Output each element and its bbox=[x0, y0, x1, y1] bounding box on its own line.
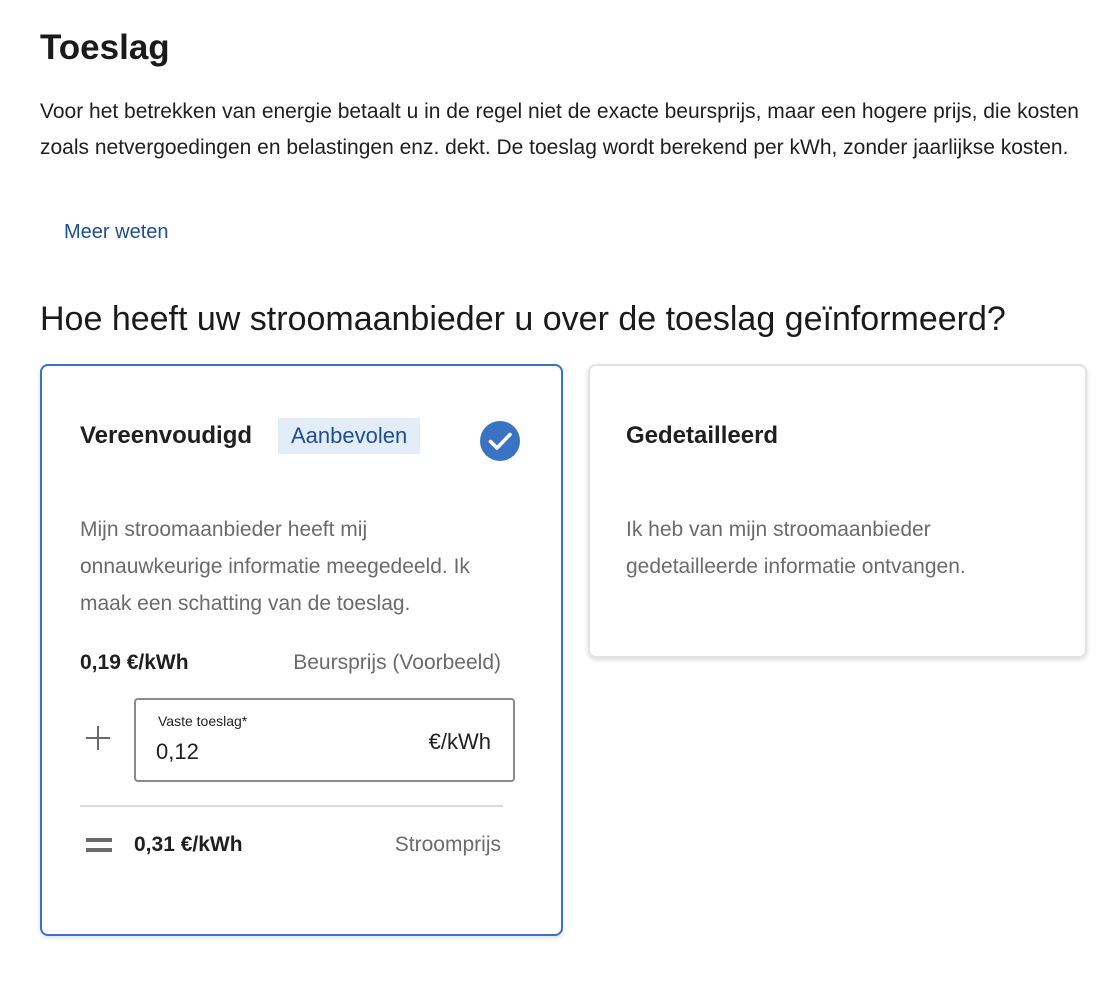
market-price-label: Beursprijs (Voorbeeld) bbox=[293, 651, 501, 674]
fixed-surcharge-unit: €/kWh bbox=[428, 729, 491, 754]
plus-icon bbox=[86, 726, 110, 750]
option-card-detailed[interactable] bbox=[588, 364, 1087, 658]
option-title-simplified: Vereenvoudigd bbox=[80, 422, 253, 449]
more-info-link[interactable]: Meer weten bbox=[64, 221, 169, 243]
total-price-value: 0,31 €/kWh bbox=[134, 833, 243, 856]
recommended-badge: Aanbevolen bbox=[278, 418, 420, 454]
fixed-surcharge-input[interactable] bbox=[156, 736, 356, 768]
check-circle-icon bbox=[480, 421, 520, 461]
market-price-value: 0,19 €/kWh bbox=[80, 651, 189, 674]
fixed-surcharge-field[interactable] bbox=[134, 698, 515, 782]
option-description-detailed: Ik heb van mijn stroomaanbieder gedetailleerde informatie ontvangen. bbox=[626, 518, 966, 578]
sum-divider bbox=[80, 805, 503, 807]
equals-icon bbox=[86, 836, 112, 854]
total-price-label: Stroomprijs bbox=[394, 833, 501, 856]
fixed-surcharge-label: Vaste toeslag* bbox=[158, 713, 248, 729]
option-card-simplified[interactable] bbox=[40, 364, 563, 936]
option-description-simplified: Mijn stroomaanbieder heeft mij onnauwkeurige informatie meegedeeld. Ik maak een schatting van de toeslag. bbox=[80, 518, 470, 615]
intro-text: Voor het betrekken van energie betaalt u in de regel niet de exacte beursprijs, maar een hogere prijs, die kosten zoals netvergoedingen en belastingen enz. dekt. De toeslag wordt berekend per kWh, zonder jaarlijkse kosten. bbox=[40, 100, 1079, 159]
surcharge-question: Hoe heeft uw stroomaanbieder u over de toeslag geïnformeerd? bbox=[40, 300, 1006, 338]
page-title: Toeslag bbox=[40, 28, 170, 67]
option-title-detailed: Gedetailleerd bbox=[626, 422, 779, 449]
